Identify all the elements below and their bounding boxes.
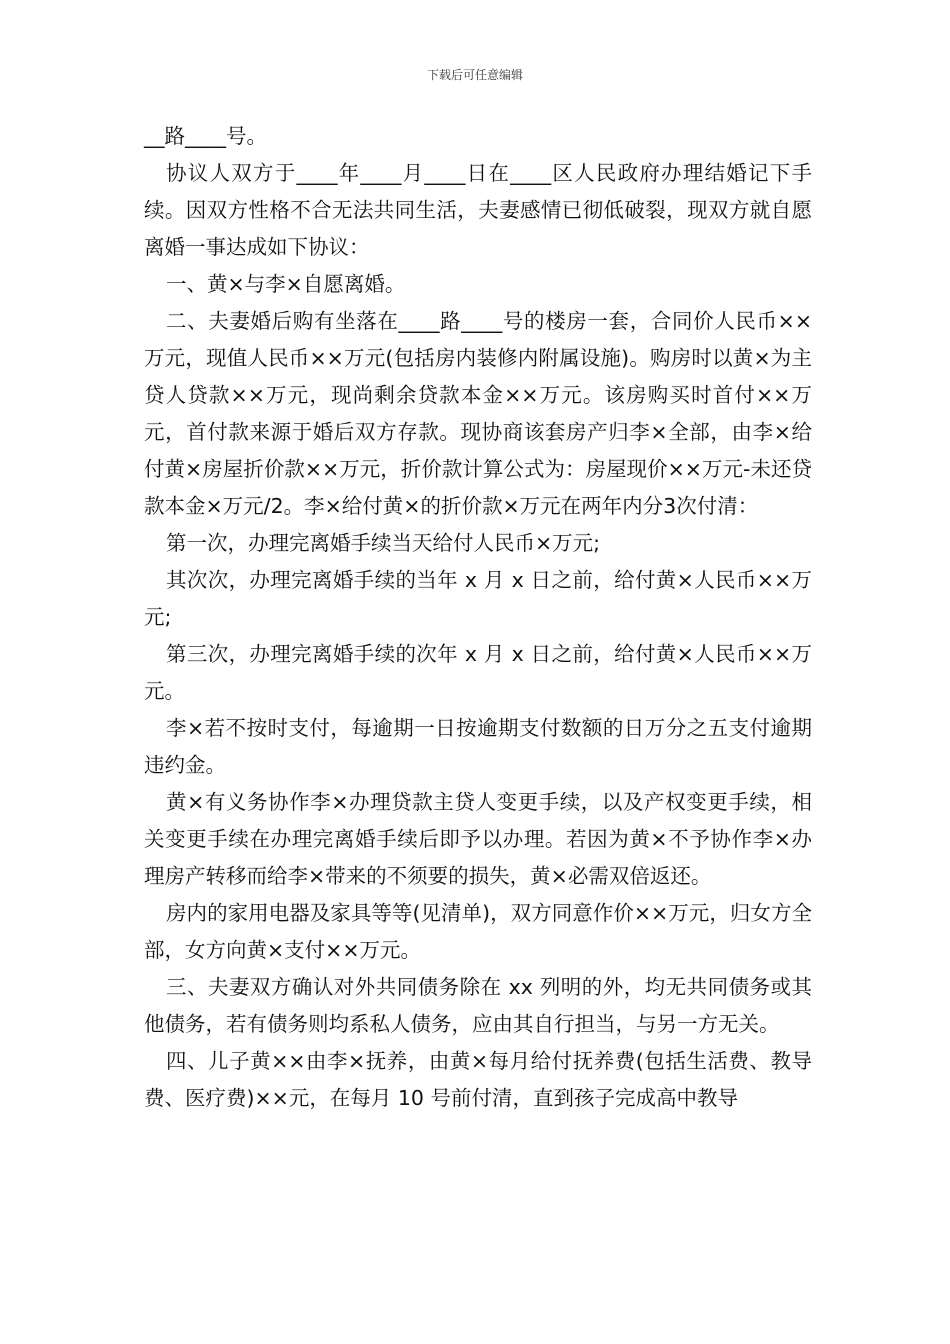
paragraph-preamble: 协议人双方于____年____月____日在____区人民政府办理结婚记下手续。因双方性格不合无法共同生活，夫妻感情已彻低破裂，现双方就自愿离婚一事达成如下协议：: [144, 161, 812, 259]
payment-third: 第三次，办理完离婚手续的次年 x 月 x 日之前，给付黄×人民币××万元。: [144, 642, 812, 703]
payment-first: 第一次，办理完离婚手续当天给付人民币×万元;: [166, 531, 601, 555]
agreement-body: [144, 118, 812, 1117]
clause-3-debts: 三、夫妻双方确认对外共同债务除在 xx 列明的外，均无共同债务或其他债务，若有债务则均系私人债务，应由其自行担当，与另一方无关。: [144, 975, 812, 1036]
address-line: __路____号。: [144, 124, 267, 148]
late-payment-penalty: 李×若不按时支付，每逾期一日按逾期支付数额的日万分之五支付逾期违约金。: [144, 716, 812, 777]
transfer-cooperation: 黄×有义务协作李×办理贷款主贷人变更手续，以及产权变更手续，相关变更手续在办理完离婚手续后即予以办理。若因为黄×不予协作李×办理房产转移而给李×带来的不须要的损失，黄×必需双倍返还。: [144, 790, 812, 888]
clause-2-property: 二、夫妻婚后购有坐落在____路____号的楼房一套，合同价人民币××万元，现值人民币××万元(包括房内装修内附属设施)。购房时以黄×为主贷人贷款××万元，现尚剩余贷款本金××万元。该房购买时首付××万元，首付款来源于婚后双方存款。现协商该套房产归李×全部，由李×给付黄×房屋折价款××万元，折价款计算公式为：房屋现价××万元-未还贷款本金×万元/2。李×给付黄×的折价款×万元在两年内分3次付清：: [144, 309, 812, 518]
clause-1: 一、黄×与李×自愿离婚。: [166, 272, 406, 296]
payment-second: 其次次，办理完离婚手续的当年 x 月 x 日之前，给付黄×人民币××万元;: [144, 568, 812, 629]
household-appliances: 房内的家用电器及家具等等(见清单)，双方同意作价××万元，归女方全部，女方向黄×支付××万元。: [144, 901, 812, 962]
page-header-note: 下载后可任意编辑: [426, 68, 523, 82]
clause-4-child-support: 四、儿子黄××由李×抚养，由黄×每月给付抚养费(包括生活费、教导费、医疗费)××元，在每月 10 号前付清，直到孩子完成高中教导: [144, 1049, 812, 1110]
